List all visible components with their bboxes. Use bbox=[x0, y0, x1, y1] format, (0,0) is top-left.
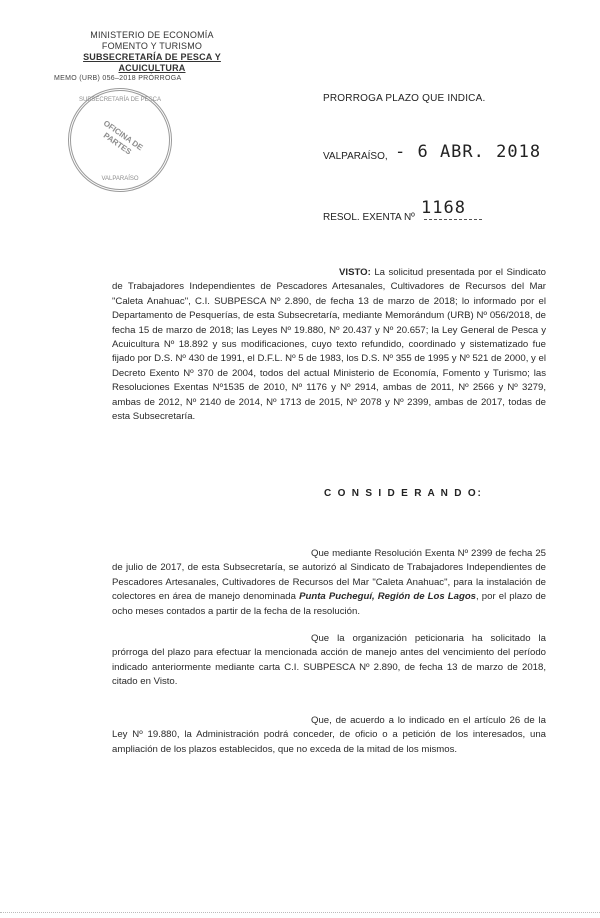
resolution-number: 1168 bbox=[421, 198, 466, 218]
stamp-ring-top: SUBSECRETARÍA DE PESCA bbox=[79, 97, 161, 103]
visto-paragraph bbox=[112, 266, 546, 424]
date-stamp: - 6 ABR. 2018 bbox=[395, 142, 542, 162]
considerando-paragraph-3: Que, de acuerdo a lo indicado en el artículo 26 de la Ley Nº 19.880, la Administración podrá conceder, de oficio o a petición de los interesados, una ampliación de los plazos establecidos, que no exceda de la mitad de los mismos. bbox=[112, 715, 546, 755]
ministry-name: MINISTERIO DE ECONOMÍA bbox=[90, 30, 214, 40]
p1-text-end: , por el plazo de ocho meses contados a partir de la fecha de la resolución. bbox=[112, 591, 546, 617]
stamp-ring-bottom: VALPARAÍSO bbox=[101, 176, 139, 182]
p1-location: Punta Pucheguí, Región de Los Lagos bbox=[299, 591, 477, 603]
undersecretariat-name: SUBSECRETARÍA DE PESCA Y ACUICULTURA bbox=[83, 52, 221, 73]
document-subject: PRORROGA PLAZO QUE INDICA. bbox=[323, 93, 486, 104]
resolution-label: RESOL. EXENTA Nº bbox=[323, 212, 415, 223]
letterhead bbox=[52, 30, 252, 74]
memo-reference: MEMO (URB) 056–2018 PRÓRROGA bbox=[54, 75, 182, 82]
ministry-subtitle: FOMENTO Y TURISMO bbox=[101, 41, 203, 51]
resolution-underline bbox=[424, 219, 482, 220]
visto-lead: VISTO: bbox=[339, 267, 371, 278]
considerando-paragraph-1 bbox=[112, 547, 546, 619]
page-bottom-edge bbox=[0, 912, 600, 913]
place-label: VALPARAÍSO, bbox=[323, 151, 388, 162]
office-stamp bbox=[68, 88, 172, 192]
considerando-paragraph-2: Que la organización peticionaria ha solicitado la prórroga del plazo para efectuar la mencionada acción de manejo antes del vencimiento del período indicado anteriormente mediante carta C.I. SUBPESCA Nº 2.890, de fecha 13 de marzo de 2018, citado en Visto. bbox=[112, 633, 546, 688]
p1-text: Que mediante Resolución Exenta Nº 2399 de fecha 25 de julio de 2017, de esta Subsecretaría, se autorizó al Sindicato de Trabajadores Independientes de Pescadores Artesanales, Cultivadores de Recursos del Mar "Caleta Anahuac", para la instalación de colectores en área de manejo denominada bbox=[112, 548, 546, 603]
considerando-heading: C O N S I D E R A N D O: bbox=[324, 488, 483, 499]
visto-text: La solicitud presentada por el Sindicato de Trabajadores Independientes de Pescadores Artesanales, Cultivadores de Recursos del Mar "Caleta Anahuac", C.I. SUBPESCA Nº 2.890, de fecha 13 de marzo de 2018; lo informado por el Departamento de Pesquerías, de esta Subsecretaría, mediante Memorándum (URB) Nº 056/2018, de fecha 15 de marzo de 2018; las Leyes Nº 19.880, Nº 20.437 y Nº 20.657; la Ley General de Pesca y Acuicultura Nº 18.892 y sus modificaciones, cuyo texto refundido, coordinado y sistematizado fue fijado por D.S. Nº 430 de 1991, el D.F.L. Nº 5 de 1983, los D.S. Nº 355 de 1995 y Nº 521 de 2000, y el Decreto Exento Nº 370 de 2004, todos del actual Ministerio de Economía, Fomento y Turismo; las Resoluciones Exentas Nº1535 de 2010, Nº 1176 y Nº 2914, ambas de 2011, Nº 2566 y Nº 3279, ambas de 2012, Nº 2140 de 2014, Nº 1713 de 2015, Nº 2078 y Nº 2399, ambas de 2017, todas de esta Subsecretaría. bbox=[112, 267, 546, 423]
stamp-center: OFICINA DE PARTES bbox=[101, 118, 145, 157]
